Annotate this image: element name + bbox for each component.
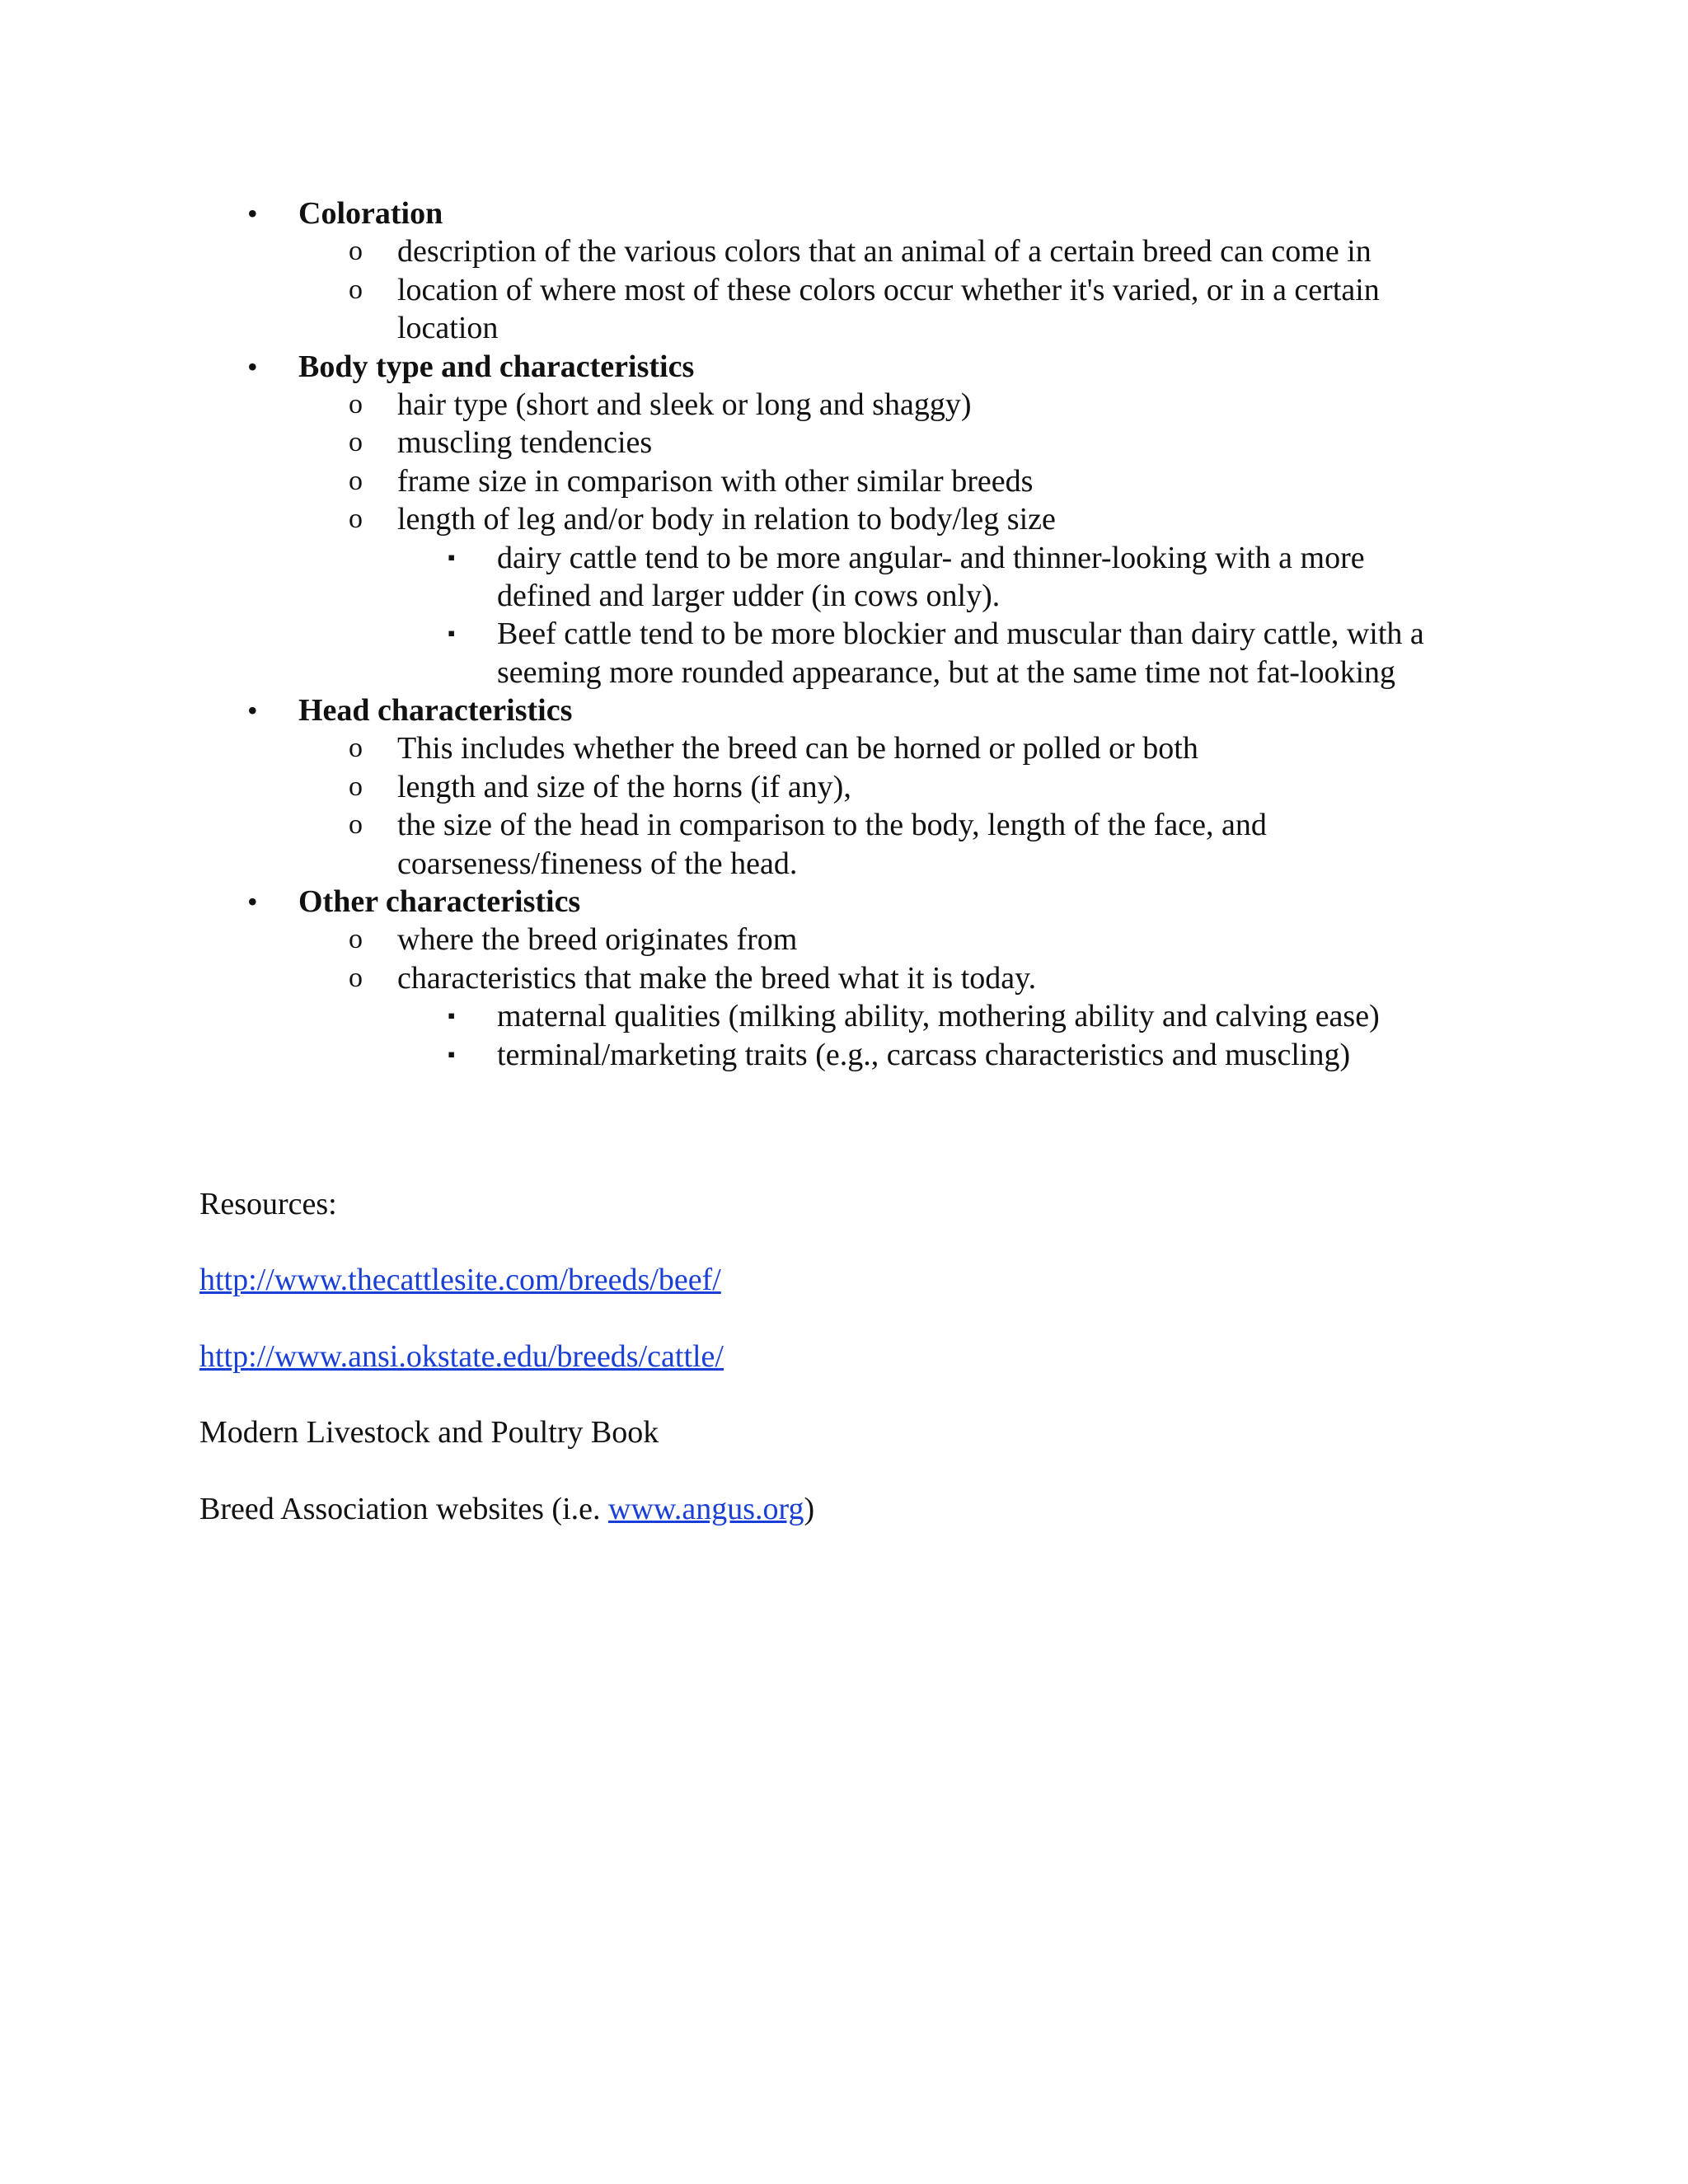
list-item: [0, 921, 1688, 958]
list-item: [0, 462, 1688, 500]
sub-list-item-continuation: [0, 654, 1688, 691]
circle-bullet-icon: o: [349, 924, 363, 955]
circle-bullet-icon: o: [349, 388, 363, 419]
list-item-text: coarseness/fineness of the head.: [397, 846, 798, 881]
resource-association-line: [199, 1490, 814, 1528]
list-item: [0, 768, 1688, 806]
square-bullet-icon: ▪: [448, 1042, 456, 1066]
ansi-okstate-link[interactable]: http://www.ansi.okstate.edu/breeds/cattle/: [199, 1339, 724, 1374]
circle-bullet-icon: o: [349, 771, 363, 802]
circle-bullet-icon: o: [349, 236, 363, 267]
list-item-text: characteristics that make the breed what it is today.: [397, 960, 1037, 996]
list-item-text: where the breed originates from: [397, 922, 798, 958]
resources-label: Resources:: [199, 1187, 337, 1221]
circle-bullet-icon: o: [349, 962, 363, 993]
bullet-icon: •: [247, 197, 258, 230]
list-item-text: length of leg and/or body in relation to body/leg size: [397, 502, 1056, 537]
circle-bullet-icon: o: [349, 733, 363, 764]
angus-link[interactable]: www.angus.org: [608, 1492, 804, 1526]
sub-list-item-continuation: [0, 577, 1688, 615]
outline-item-body-type: [0, 348, 1688, 386]
sub-list-item: [0, 997, 1688, 1035]
sub-list-item: [0, 1036, 1688, 1074]
circle-bullet-icon: o: [349, 504, 363, 535]
resource-link-line: [199, 1261, 721, 1299]
list-item-text: length and size of the horns (if any),: [397, 769, 851, 804]
list-item-continuation: [0, 309, 1688, 347]
square-bullet-icon: ▪: [448, 621, 456, 646]
section-heading: Body type and characteristics: [298, 349, 695, 384]
outline-item-head: [0, 691, 1688, 729]
circle-bullet-icon: o: [349, 427, 363, 458]
list-item-text: muscling tendencies: [397, 425, 653, 461]
bullet-icon: •: [247, 694, 258, 728]
list-item: [0, 386, 1688, 424]
bullet-icon: •: [247, 885, 258, 919]
sub-list-item-text: dairy cattle tend to be more angular- and thinner-looking with a more: [497, 540, 1365, 575]
bullet-icon: •: [247, 349, 258, 383]
breed-characteristics-outline: [0, 194, 1688, 1074]
sub-list-item-text: seeming more rounded appearance, but at the same time not fat-looking: [497, 654, 1396, 690]
square-bullet-icon: ▪: [448, 1004, 456, 1029]
list-item: [0, 729, 1688, 767]
list-item-text: description of the various colors that an animal of a certain breed can come in: [397, 234, 1372, 269]
resource-link-line: [199, 1338, 724, 1376]
thecattlesite-link[interactable]: http://www.thecattlesite.com/breeds/beef/: [199, 1263, 721, 1297]
list-item-text: location: [397, 311, 499, 346]
resource-book: Modern Livestock and Poultry Book: [199, 1415, 659, 1450]
list-item-text: This includes whether the breed can be horned or polled or both: [397, 731, 1198, 766]
sub-list-item: [0, 615, 1688, 653]
list-item-text: hair type (short and sleek or long and shaggy): [397, 387, 972, 422]
list-item: [0, 271, 1688, 309]
association-suffix: ): [804, 1492, 815, 1526]
association-prefix: Breed Association websites (i.e.: [199, 1492, 609, 1526]
section-heading: Coloration: [298, 196, 443, 231]
sub-list-item-text: Beef cattle tend to be more blockier and muscular than dairy cattle, with a: [497, 616, 1424, 652]
sub-list-item: [0, 539, 1688, 577]
section-heading: Head characteristics: [298, 693, 573, 729]
list-item: [0, 500, 1688, 538]
list-item-continuation: [0, 845, 1688, 883]
list-item-text: the size of the head in comparison to the body, length of the face, and: [397, 808, 1267, 843]
section-heading: Other characteristics: [298, 884, 581, 920]
circle-bullet-icon: o: [349, 274, 363, 305]
square-bullet-icon: ▪: [448, 545, 456, 569]
list-item-text: frame size in comparison with other similar breeds: [397, 463, 1034, 499]
list-item: [0, 232, 1688, 270]
list-item-text: location of where most of these colors occur whether it's varied, or in a certain: [397, 272, 1380, 307]
sub-list-item-text: defined and larger udder (in cows only).: [497, 578, 1001, 613]
outline-item-other: [0, 883, 1688, 921]
list-item: [0, 806, 1688, 844]
list-item: [0, 959, 1688, 997]
outline-item-coloration: [0, 194, 1688, 232]
sub-list-item-text: maternal qualities (milking ability, mothering ability and calving ease): [497, 999, 1380, 1034]
circle-bullet-icon: o: [349, 809, 363, 841]
circle-bullet-icon: o: [349, 465, 363, 496]
list-item: [0, 424, 1688, 462]
sub-list-item-text: terminal/marketing traits (e.g., carcass characteristics and muscling): [497, 1037, 1351, 1072]
